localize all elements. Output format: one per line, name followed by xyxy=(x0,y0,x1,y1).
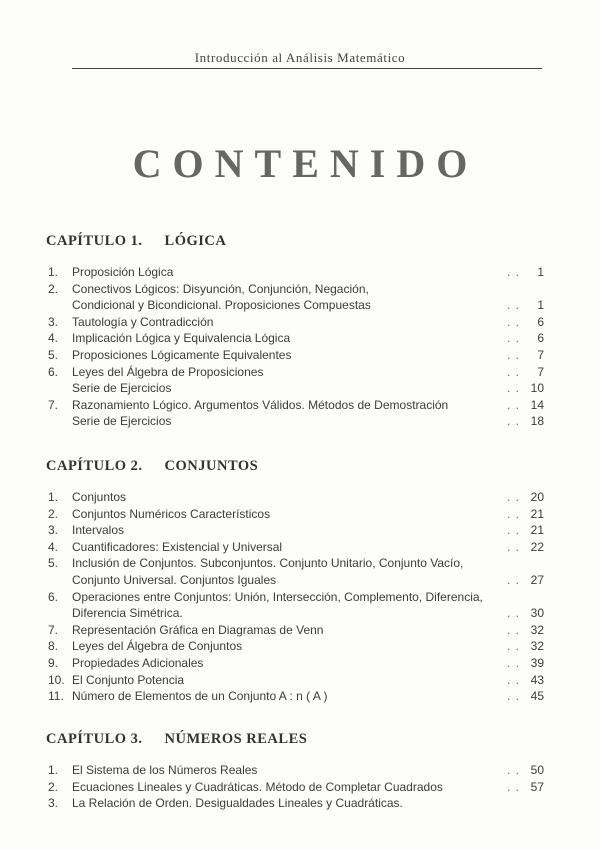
toc-entry xyxy=(0,414,600,431)
entry-page: 14 xyxy=(530,397,544,412)
entry-number: 3. xyxy=(48,314,59,329)
leader-dots: . . xyxy=(507,606,521,621)
toc-entry xyxy=(0,689,600,706)
toc-entry xyxy=(0,673,600,690)
page-title: CONTENIDO xyxy=(132,141,479,186)
leader-dots: . . xyxy=(507,539,521,554)
entry-title: Tautología y Contradicción xyxy=(72,314,214,329)
entry-number: 1. xyxy=(48,265,59,279)
entry-number: 7. xyxy=(48,622,59,637)
leader-dots: . . xyxy=(507,314,521,329)
entry-page: 20 xyxy=(530,490,544,504)
chapter-heading xyxy=(46,233,226,250)
entry-title: Conjuntos Numéricos Característicos xyxy=(72,506,271,521)
entry-page: 6 xyxy=(537,314,544,329)
leader-dots: . . xyxy=(507,523,521,538)
entry-number: 11. xyxy=(48,689,64,704)
entry-number: 6. xyxy=(48,364,59,379)
leader-dots: . . xyxy=(507,397,521,412)
leader-dots: . . xyxy=(507,622,521,637)
entry-number: 8. xyxy=(48,639,59,654)
leader-dots: . . xyxy=(507,381,521,396)
toc-entry xyxy=(0,606,600,623)
leader-dots: . . xyxy=(507,414,521,429)
entry-title: Operaciones entre Conjuntos: Unión, Intersección, Complemento, Diferencia, xyxy=(72,589,483,604)
entry-page: 32 xyxy=(530,639,544,654)
toc-entry xyxy=(0,348,600,365)
chapter-name: CONJUNTOS xyxy=(164,458,259,474)
entry-page: 1 xyxy=(537,298,544,313)
entry-page: 50 xyxy=(530,763,544,777)
entry-title: Implicación Lógica y Equivalencia Lógica xyxy=(72,331,291,346)
toc-entry xyxy=(0,573,600,590)
entry-title: Proposiciones Lógicamente Equivalentes xyxy=(72,348,292,362)
entry-page: 57 xyxy=(530,779,544,794)
entry-number: 6. xyxy=(48,589,59,604)
toc-entry xyxy=(0,265,600,282)
entry-number: 4. xyxy=(48,331,59,346)
toc-entry xyxy=(0,763,600,780)
leader-dots: . . xyxy=(507,689,521,704)
leader-dots: . . xyxy=(507,364,521,379)
entry-number: 10. xyxy=(48,672,65,687)
toc-entry xyxy=(0,331,600,348)
leader-dots: . . xyxy=(507,348,521,362)
entry-page: 1 xyxy=(537,265,544,279)
toc-entry xyxy=(0,298,600,315)
toc-entry xyxy=(0,490,600,507)
leader-dots: . . xyxy=(507,265,521,279)
entry-title: Diferencia Simétrica. xyxy=(72,606,183,621)
entry-title: Cuantificadores: Existencial y Universal xyxy=(72,539,283,554)
entry-title: Conjunto Universal. Conjuntos Iguales xyxy=(72,573,277,587)
entry-number: 2. xyxy=(48,506,59,521)
chapter-name: LÓGICA xyxy=(164,233,227,249)
entry-title: Condicional y Bicondicional. Proposiciones Compuestas xyxy=(72,298,371,313)
toc-entry xyxy=(0,381,600,398)
entry-title: Serie de Ejercicios xyxy=(72,381,172,396)
entry-number: 3. xyxy=(48,523,59,538)
toc-entry xyxy=(0,398,600,415)
chapter-label: CAPÍTULO 1. xyxy=(46,233,143,249)
entry-page: 32 xyxy=(530,622,544,637)
entry-title: Número de Elementos de un Conjunto A : n ( A ) xyxy=(72,689,328,704)
entry-title: Inclusión de Conjuntos. Subconjuntos. Conjunto Unitario, Conjunto Vacío, xyxy=(72,556,464,571)
toc-entry xyxy=(0,556,600,573)
entry-number: 9. xyxy=(48,656,59,670)
entry-title: Conjuntos xyxy=(72,490,127,504)
chapter-label: CAPÍTULO 2. xyxy=(46,458,143,474)
toc-entry xyxy=(0,540,600,557)
entry-title: El Sistema de los Números Reales xyxy=(72,763,258,777)
leader-dots: . . xyxy=(507,331,521,346)
entry-page: 21 xyxy=(530,523,544,538)
leader-dots: . . xyxy=(507,506,521,521)
entry-number: 5. xyxy=(48,556,59,571)
entry-number: 5. xyxy=(48,348,59,362)
entry-title: El Conjunto Potencia xyxy=(72,672,185,687)
entry-page: 6 xyxy=(537,331,544,346)
toc-entry xyxy=(0,656,600,673)
leader-dots: . . xyxy=(507,298,521,313)
entry-title: Representación Gráfica en Diagramas de Venn xyxy=(72,622,324,637)
toc-entry xyxy=(0,639,600,656)
entry-page: 21 xyxy=(530,506,544,521)
toc-entry xyxy=(0,315,600,332)
header-rule xyxy=(72,68,542,69)
entry-title: Leyes del Álgebra de Proposiciones xyxy=(72,364,264,379)
entry-title: La Relación de Orden. Desigualdades Lineales y Cuadráticas. xyxy=(72,796,403,811)
toc-entry xyxy=(0,282,600,299)
leader-dots: . . xyxy=(507,573,521,587)
entry-number: 1. xyxy=(48,490,59,504)
entry-page: 7 xyxy=(537,364,544,379)
entry-title: Conectivos Lógicos: Disyunción, Conjunción, Negación, xyxy=(72,281,369,296)
entry-title: Intervalos xyxy=(72,523,125,538)
toc-entry xyxy=(0,780,600,797)
toc-entry xyxy=(0,365,600,382)
toc-entry xyxy=(0,507,600,524)
chapter-heading xyxy=(46,458,258,475)
entry-number: 4. xyxy=(48,539,59,554)
toc-entry xyxy=(0,796,600,813)
entry-page: 27 xyxy=(530,573,544,587)
entry-number: 3. xyxy=(48,796,59,811)
chapter-label: CAPÍTULO 3. xyxy=(46,731,143,747)
leader-dots: . . xyxy=(507,639,521,654)
toc-entry xyxy=(0,623,600,640)
entry-page: 45 xyxy=(530,689,544,704)
entry-page: 10 xyxy=(530,381,544,396)
chapter-name: NÚMEROS REALES xyxy=(164,731,308,747)
entry-page: 22 xyxy=(530,539,544,554)
chapter-heading xyxy=(46,731,307,748)
entry-number: 1. xyxy=(48,763,59,777)
entry-title: Propiedades Adicionales xyxy=(72,656,204,670)
entry-page: 43 xyxy=(530,672,544,687)
toc-entry xyxy=(0,523,600,540)
running-header: Introducción al Análisis Matemático xyxy=(194,50,406,65)
entry-title: Leyes del Álgebra de Conjuntos xyxy=(72,639,243,654)
leader-dots: . . xyxy=(507,779,521,794)
entry-number: 2. xyxy=(48,779,59,794)
entry-page: 39 xyxy=(530,656,544,670)
entry-title: Serie de Ejercicios xyxy=(72,414,172,429)
entry-number: 7. xyxy=(48,397,59,412)
entry-title: Ecuaciones Lineales y Cuadráticas. Método de Completar Cuadrados xyxy=(72,779,443,794)
entry-title: Razonamiento Lógico. Argumentos Válidos. Métodos de Demostración xyxy=(72,397,449,412)
leader-dots: . . xyxy=(507,656,521,670)
entry-number: 2. xyxy=(48,281,59,296)
leader-dots: . . xyxy=(507,763,521,777)
entry-page: 7 xyxy=(537,348,544,362)
leader-dots: . . xyxy=(507,672,521,687)
entry-page: 18 xyxy=(530,414,544,429)
toc-entry xyxy=(0,590,600,607)
entry-page: 30 xyxy=(530,606,544,621)
leader-dots: . . xyxy=(507,490,521,504)
entry-title: Proposición Lógica xyxy=(72,265,174,279)
